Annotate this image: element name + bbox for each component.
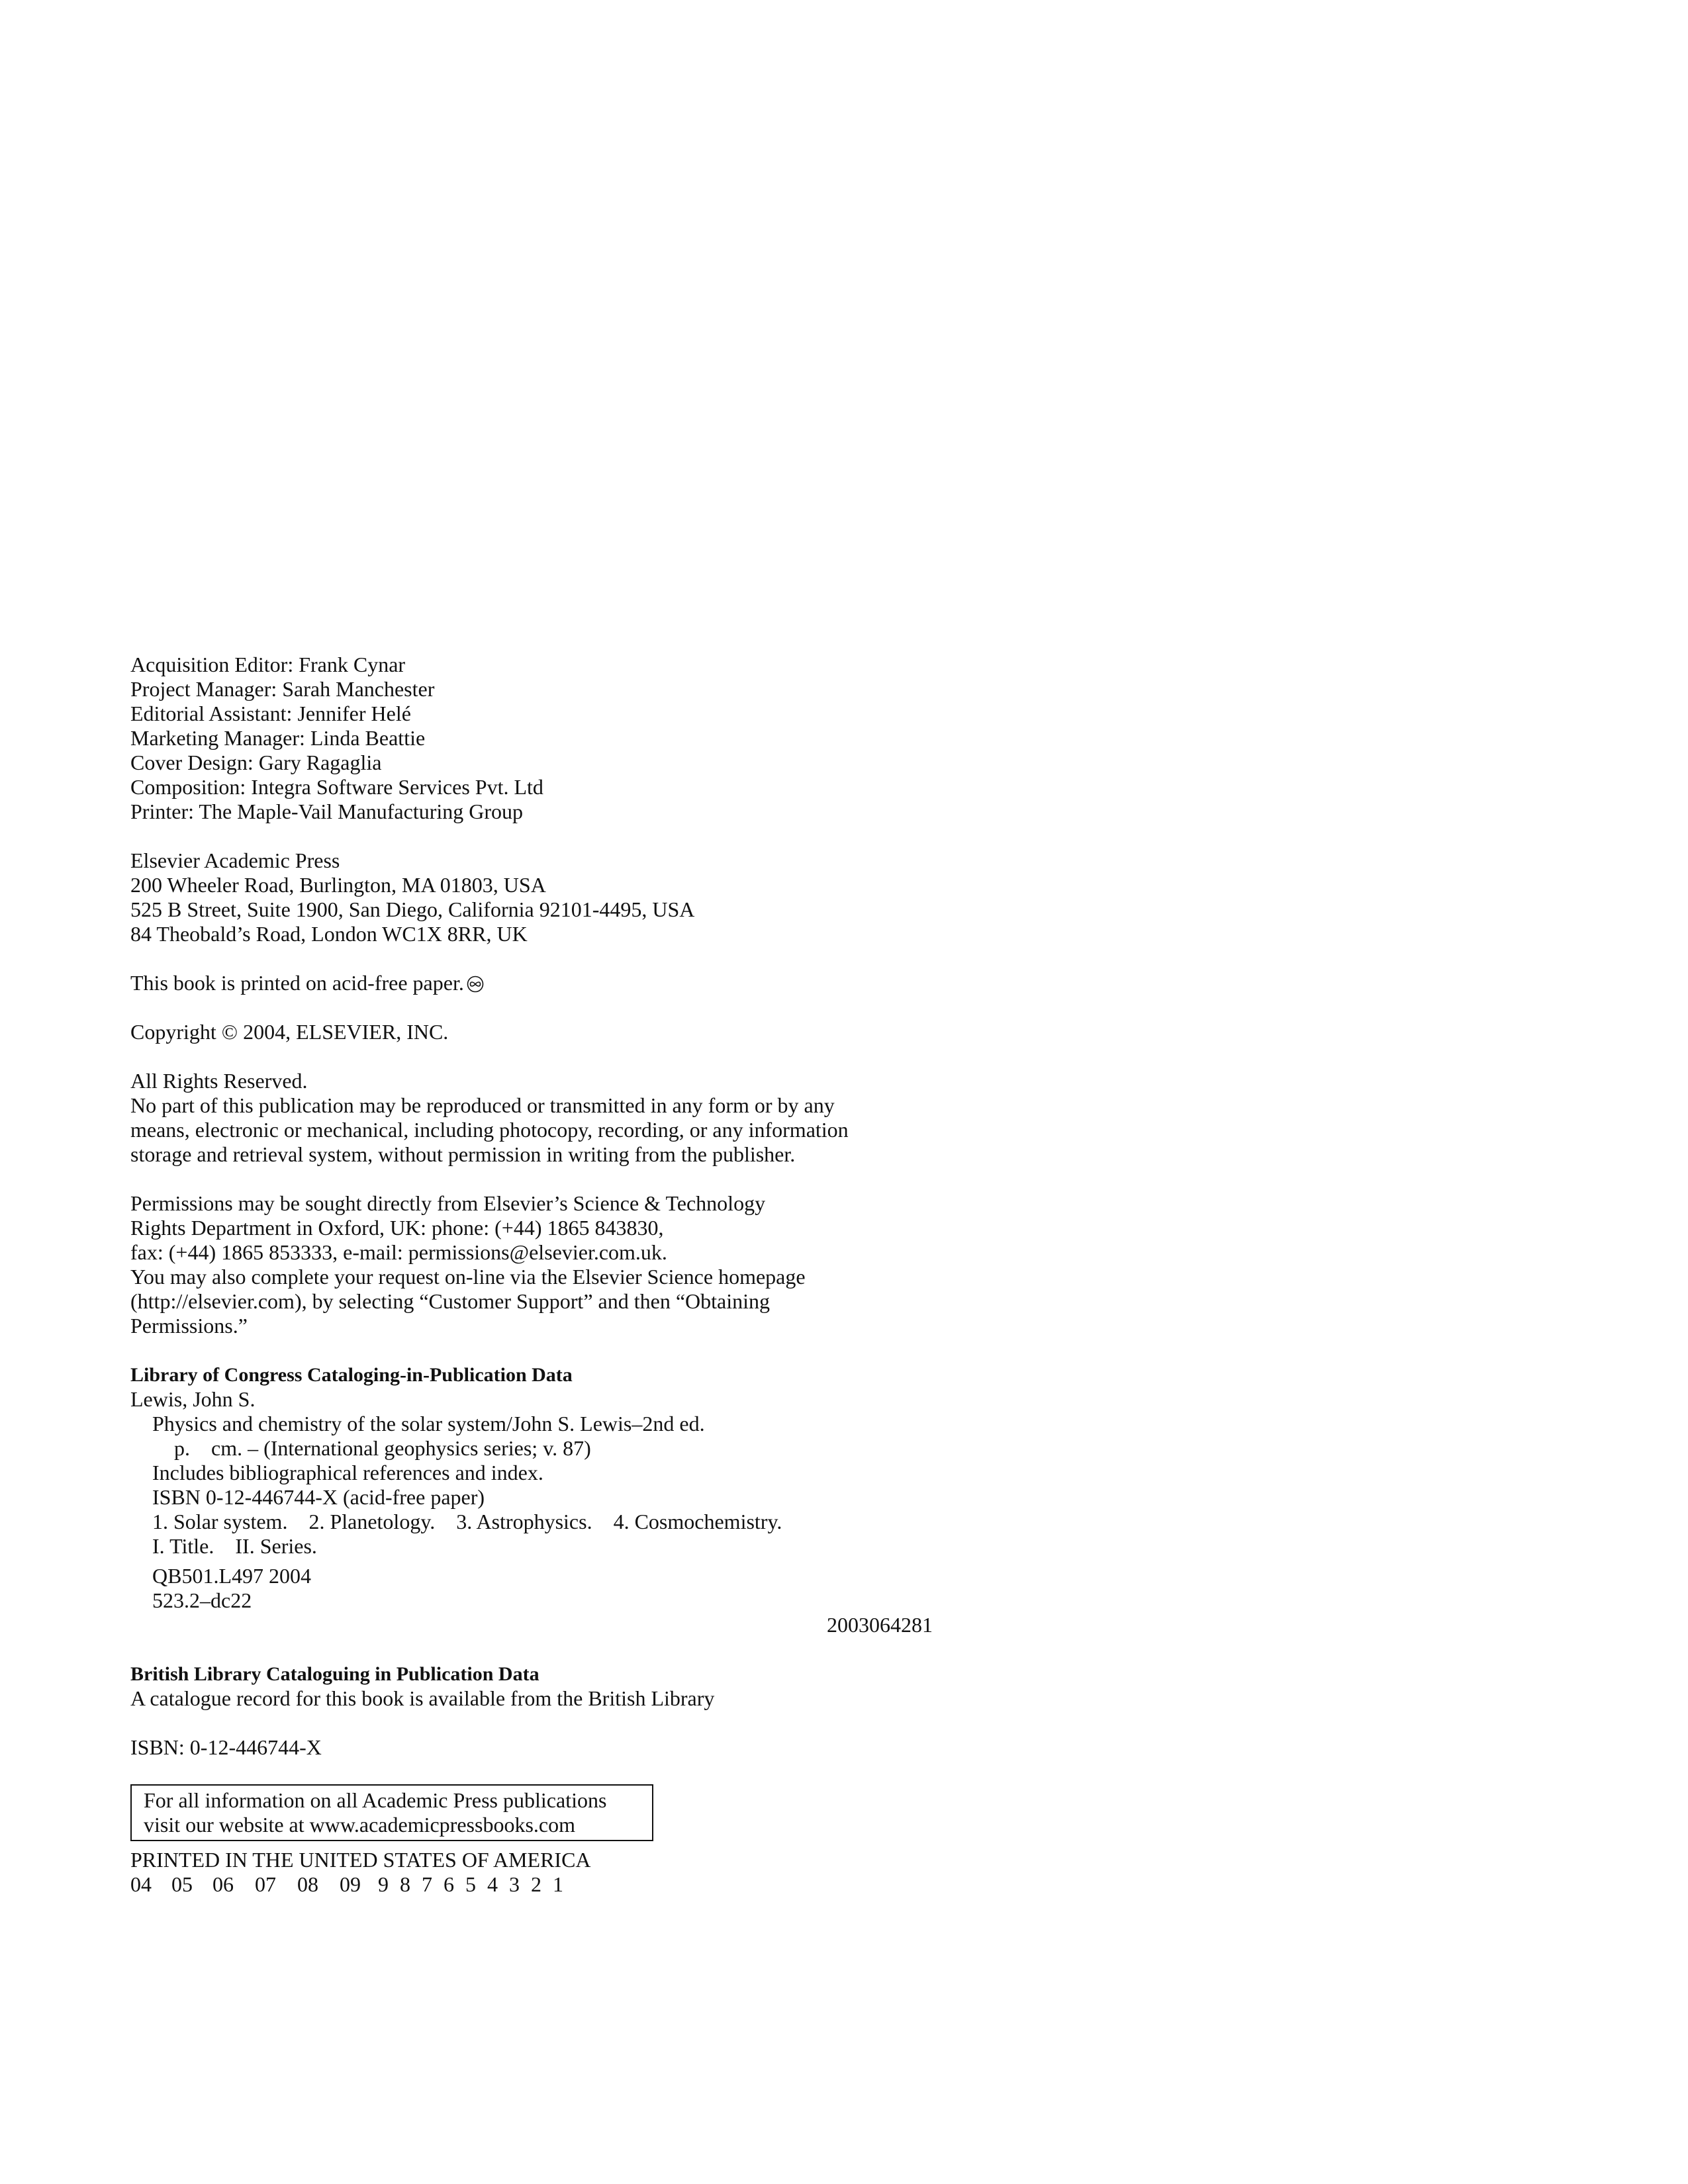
british-library-block [130,1662,931,1711]
loc-includes: Includes bibliographical references and index. [152,1461,543,1484]
loc-title-series: I. Title. II. Series. [152,1534,317,1558]
loc-dewey: 523.2–dc22 [152,1588,252,1612]
loc-series: p. cm. – (International geophysics series; v. 87) [174,1436,591,1460]
rights-line: means, electronic or mechanical, including photocopy, recording, or any information [130,1118,849,1142]
info-box-line: For all information on all Academic Press publications [144,1788,607,1812]
loc-call-number: QB501.L497 2004 [152,1564,311,1588]
copyright-text: Copyright © 2004, ELSEVIER, INC. [130,1020,449,1044]
print-number: 7 [422,1872,432,1896]
copyright-notice [130,1020,931,1044]
loc-cip-block [130,1363,931,1637]
print-number: 07 [255,1872,276,1896]
publisher-address-block [130,848,931,946]
isbn-block [130,1735,931,1760]
acid-free-paper-icon [467,976,484,993]
info-box-wrapper [130,1784,931,1841]
printing-block [130,1848,931,1897]
info-box-line: visit our website at www.academicpressbooks.com [144,1813,575,1837]
academic-press-info-box [130,1784,653,1841]
permissions-block [130,1191,931,1338]
credit-line: Cover Design: Gary Ragaglia [130,751,382,774]
print-number: 6 [444,1872,454,1896]
permissions-line: You may also complete your request on-line via the Elsevier Science homepage [130,1265,806,1289]
print-number: 04 [130,1872,152,1896]
print-number: 9 [378,1872,389,1896]
bl-text: A catalogue record for this book is available from the British Library [130,1686,715,1710]
isbn-text: ISBN: 0-12-446744-X [130,1735,322,1759]
print-number: 4 [487,1872,498,1896]
credit-line: Printer: The Maple-Vail Manufacturing Group [130,799,524,823]
print-number: 1 [553,1872,563,1896]
publisher-address: 200 Wheeler Road, Burlington, MA 01803, USA [130,873,546,897]
print-number: 05 [171,1872,193,1896]
credits-block [130,653,931,824]
rights-line: storage and retrieval system, without permission in writing from the publisher. [130,1142,796,1166]
rights-line: No part of this publication may be reproduced or transmitted in any form or by any [130,1093,835,1117]
print-number: 3 [509,1872,520,1896]
acid-free-notice [130,971,931,995]
print-number: 06 [212,1872,234,1896]
credit-line: Editorial Assistant: Jennifer Helé [130,702,411,725]
bl-heading: British Library Cataloguing in Publication Data [130,1663,539,1685]
publisher-name: Elsevier Academic Press [130,848,340,872]
print-number-line [130,1872,931,1897]
loc-author: Lewis, John S. [130,1387,256,1411]
rights-block [130,1069,931,1167]
credit-line: Acquisition Editor: Frank Cynar [130,653,406,676]
rights-line: All Rights Reserved. [130,1069,308,1093]
printed-in-text: PRINTED IN THE UNITED STATES OF AMERICA [130,1848,591,1872]
permissions-line: Permissions may be sought directly from Elsevier’s Science & Technology [130,1191,766,1215]
print-number: 09 [340,1872,361,1896]
print-number: 08 [297,1872,318,1896]
loc-control-number: 2003064281 [827,1613,933,1637]
loc-heading: Library of Congress Cataloging-in-Publication Data [130,1364,573,1386]
loc-isbn: ISBN 0-12-446744-X (acid-free paper) [152,1485,485,1509]
permissions-line: Rights Department in Oxford, UK: phone: (+44) 1865 843830, [130,1216,664,1240]
credit-line: Marketing Manager: Linda Beattie [130,726,426,750]
loc-title: Physics and chemistry of the solar system/John S. Lewis–2nd ed. [152,1412,705,1435]
permissions-line: fax: (+44) 1865 853333, e-mail: permissions@elsevier.com.uk. [130,1240,667,1264]
permissions-line: (http://elsevier.com), by selecting “Customer Support” and then “Obtaining [130,1289,770,1313]
copyright-page [130,653,931,1897]
loc-subjects: 1. Solar system. 2. Planetology. 3. Astrophysics. 4. Cosmochemistry. [152,1510,782,1533]
print-number: 8 [400,1872,410,1896]
credit-line: Composition: Integra Software Services Pvt. Ltd [130,775,543,799]
credit-line: Project Manager: Sarah Manchester [130,677,435,701]
print-number: 2 [531,1872,541,1896]
acid-free-text: This book is printed on acid-free paper. [130,971,464,995]
permissions-line: Permissions.” [130,1314,248,1338]
publisher-address: 525 B Street, Suite 1900, San Diego, California 92101-4495, USA [130,897,695,921]
print-number: 5 [465,1872,476,1896]
publisher-address: 84 Theobald’s Road, London WC1X 8RR, UK [130,922,528,946]
